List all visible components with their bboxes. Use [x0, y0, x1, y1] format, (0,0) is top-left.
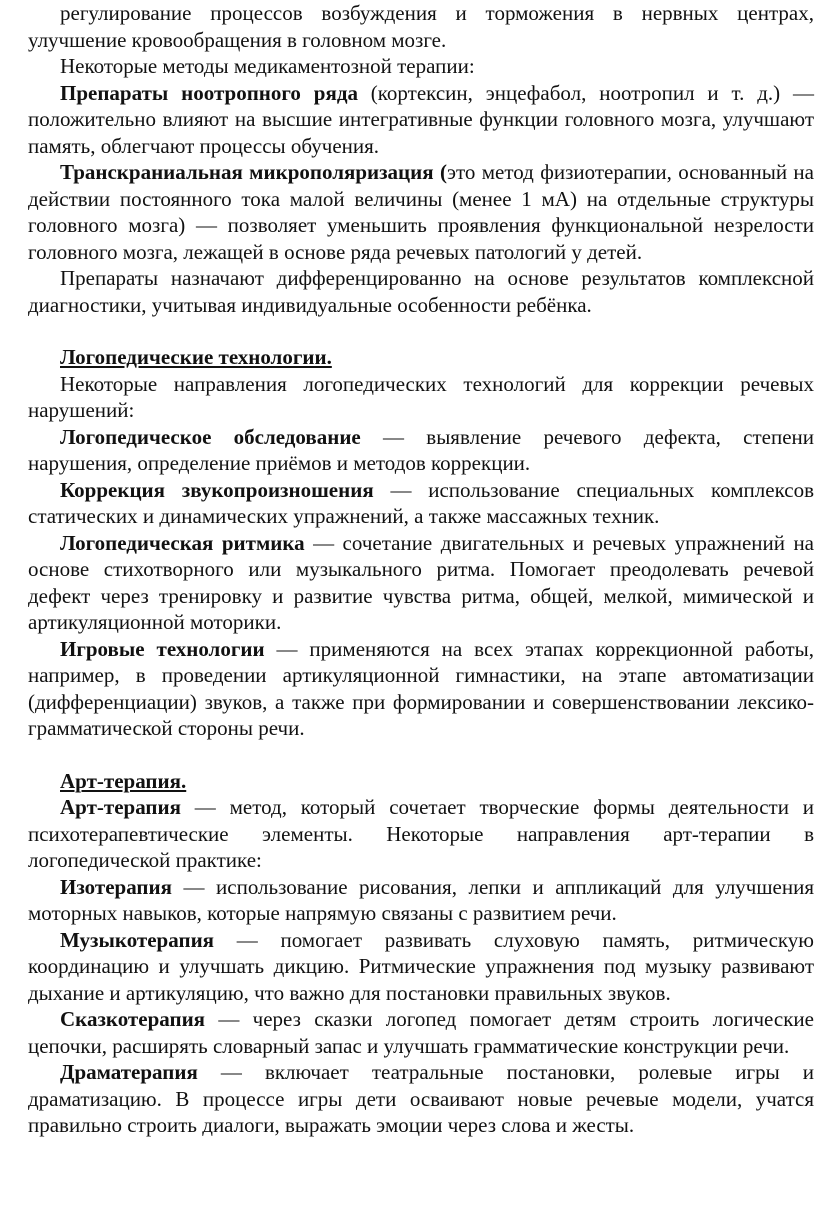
heading-text: Арт-терапия. [60, 768, 187, 793]
paragraph-text: — выявление речевого дефекта, степени нарушения, определение приёмов и методов коррекции. [28, 424, 815, 475]
paragraph-text: Некоторые направления логопедических технологий для коррекции речевых нарушений: [28, 371, 814, 422]
paragraph-rhythmics [28, 530, 814, 636]
paragraph-nootropics [28, 80, 814, 160]
document-page [28, 0, 814, 1139]
paragraph-text: — использование специальных комплексов статических и динамических упражнений, а также массажных техник. [28, 477, 814, 528]
paragraph-drama-therapy [28, 1059, 814, 1139]
paragraph-text: — метод, который сочетает творческие формы деятельности и психотерапевтические элементы. Некоторые направления арт-терапии в логопедической практике: [28, 795, 814, 872]
paragraph-continuation [28, 0, 814, 53]
paragraph-text: (кортексин, энцефабол, ноотропил и т. д.) — положительно влияют на высшие интегративные функции головного мозга, улучшают память, облегчают процессы обучения. [28, 80, 815, 158]
term-bold: Изотерапия [60, 874, 172, 899]
paragraph-fairy-tale-therapy [28, 1006, 814, 1059]
paragraph-text: — применяются на всех этапах коррекционной работы, например, в проведении артикуляционной гимнастики, на этапе автоматизации (дифференциации) звуков, а также при формировании и совершенствовании лексико-грамматической стороны речи. [28, 636, 815, 740]
term-bold: Арт-терапия [60, 795, 181, 819]
paragraph-art-therapy [28, 794, 814, 874]
paragraph-text: — включает театральные постановки, ролевые игры и драматизацию. В процессе игры дети осваивают новые речевые модели, учатся правильно строить диалоги, выражать эмоции через слова и жесты. [28, 1060, 814, 1137]
term-bold: Транскраниальная микрополяризация ( [60, 160, 447, 184]
paragraph-text: Некоторые методы медикаментозной терапии: [60, 54, 475, 78]
term-bold: Сказкотерапия [60, 1007, 206, 1031]
term-bold: Логопедическая ритмика [60, 530, 305, 555]
term-bold: Коррекция звукопроизношения [60, 477, 374, 502]
section-heading-art-therapy [28, 768, 814, 795]
paragraph-text: — использование рисования, лепки и аппликаций для улучшения моторных навыков, которые напрямую связаны с развитием речи. [28, 874, 814, 925]
paragraph-sound-correction [28, 477, 814, 530]
paragraph-isotherapy [28, 874, 814, 927]
paragraph-music-therapy [28, 927, 814, 1007]
paragraph-text: — помогает развивать слуховую память, ритмическую координацию и улучшать дикцию. Ритмические упражнения под музыку развивают дыхание и артикуляцию, что важно для постановки правильных звуков. [28, 927, 814, 1005]
paragraph-game-technologies [28, 636, 814, 742]
paragraph-medication-intro [28, 53, 814, 80]
term-bold: Логопедическое обследование [60, 424, 361, 449]
paragraph-text: это метод физиотерапии, основанный на действии постоянного тока малой величины (менее 1 мА) на отдельные структуры головного мозга) — позволяет уменьшить проявления функциональной незрелости головного мозга, лежащей в основе ряда речевых патологий у детей. [28, 160, 814, 264]
section-heading-logopedic [28, 344, 814, 371]
paragraph-text: — через сказки логопед помогает детям строить логические цепочки, расширять словарный запас и улучшать грамматические конструкции речи. [28, 1007, 814, 1058]
term-bold: Музыкотерапия [60, 927, 215, 952]
paragraph-text: Препараты назначают дифференцированно на основе результатов комплексной диагностики, учитывая индивидуальные особенности ребёнка. [28, 266, 814, 317]
term-bold: Игровые технологии [60, 636, 265, 661]
paragraph-text: регулирование процессов возбуждения и торможения в нервных центрах, улучшение кровообращения в головном мозге. [28, 1, 814, 52]
term-bold: Препараты ноотропного ряда [60, 80, 358, 105]
paragraph-micropolarization [28, 159, 814, 265]
paragraph-logopedic-intro [28, 371, 814, 424]
paragraph-text: — сочетание двигательных и речевых упражнений на основе стихотворного или музыкального ритма. Помогает преодолевать речевой дефект через тренировку и развитие чувства ритма, общей, мелкой, мимической и артикуляционной моторики. [28, 530, 814, 634]
heading-text: Логопедические технологии. [60, 345, 332, 369]
paragraph-prescription [28, 265, 814, 318]
paragraph-examination [28, 424, 814, 477]
term-bold: Драматерапия [60, 1060, 198, 1084]
